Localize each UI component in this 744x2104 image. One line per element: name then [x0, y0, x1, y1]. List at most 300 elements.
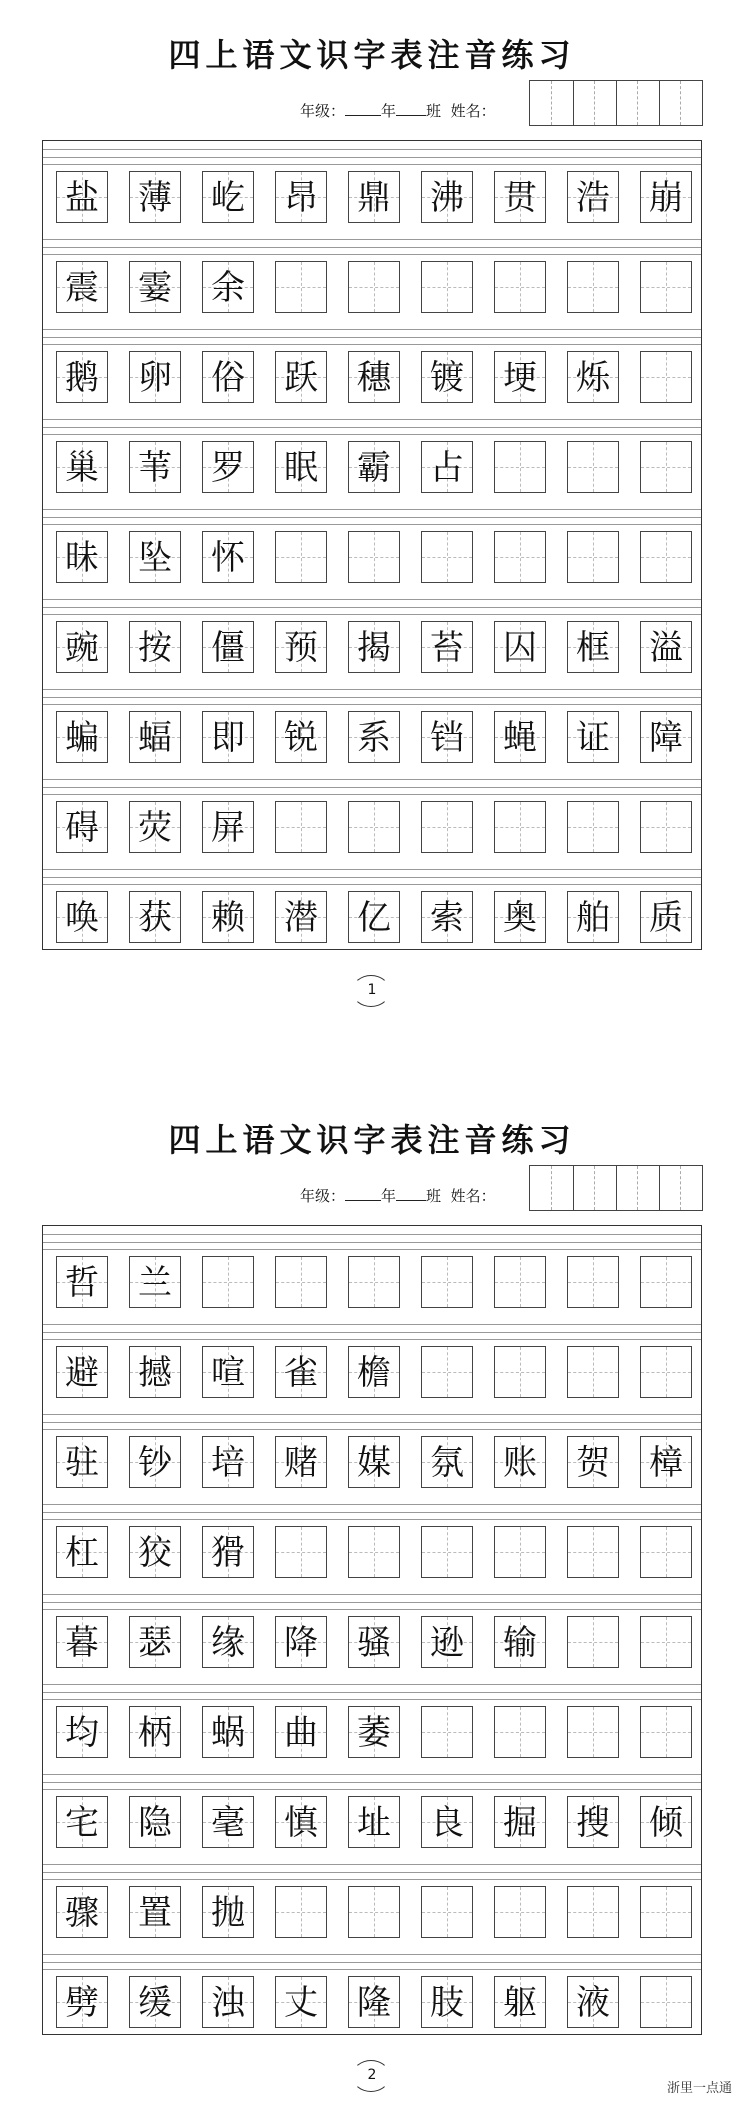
- hanzi-character: 质: [649, 898, 683, 938]
- character-row: [56, 441, 696, 501]
- hanzi-character: 劈: [65, 1983, 99, 2023]
- tianzige-cell[interactable]: [640, 441, 692, 493]
- tianzige-cell[interactable]: [348, 1706, 400, 1758]
- tianzige-cell[interactable]: [640, 1526, 692, 1578]
- hanzi-character: 逊: [430, 1623, 464, 1663]
- tianzige-cell[interactable]: [421, 1256, 473, 1308]
- tianzige-cell[interactable]: [494, 891, 546, 943]
- page-number-text: 2: [367, 2067, 377, 2083]
- tianzige-cell[interactable]: [202, 1526, 254, 1578]
- grade-label: 年级：: [300, 102, 346, 120]
- hanzi-character: 撼: [138, 1353, 172, 1393]
- tianzige-cell[interactable]: [129, 1616, 181, 1668]
- tianzige-cell[interactable]: [56, 621, 108, 673]
- hanzi-character: 薄: [138, 178, 172, 218]
- tianzige-cell[interactable]: [275, 621, 327, 673]
- tianzige-cell[interactable]: [567, 711, 619, 763]
- tianzige-cell[interactable]: [275, 711, 327, 763]
- tianzige-cell[interactable]: [567, 891, 619, 943]
- tianzige-cell[interactable]: [640, 1796, 692, 1848]
- tianzige-cell[interactable]: [640, 621, 692, 673]
- tianzige-cell[interactable]: [640, 351, 692, 403]
- tianzige-cell[interactable]: [56, 711, 108, 763]
- tianzige-cell[interactable]: [275, 1256, 327, 1308]
- tianzige-cell[interactable]: [494, 171, 546, 223]
- hanzi-character: 怀: [211, 538, 245, 578]
- hanzi-character: 障: [649, 718, 683, 758]
- hanzi-character: 瑟: [138, 1623, 172, 1663]
- tianzige-cell[interactable]: [275, 1976, 327, 2028]
- tianzige-cell[interactable]: [202, 621, 254, 673]
- tianzige-cell[interactable]: [494, 351, 546, 403]
- tianzige-cell[interactable]: [275, 351, 327, 403]
- hanzi-character: 荧: [138, 808, 172, 848]
- hanzi-character: 唤: [65, 898, 99, 938]
- hanzi-character: 檐: [357, 1353, 391, 1393]
- tianzige-cell[interactable]: [275, 1616, 327, 1668]
- hanzi-character: 骚: [357, 1623, 391, 1663]
- hanzi-character: 卵: [138, 358, 172, 398]
- tianzige-cell[interactable]: [421, 261, 473, 313]
- tianzige-cell[interactable]: [567, 1616, 619, 1668]
- tianzige-cell[interactable]: [129, 801, 181, 853]
- hanzi-character: 哲: [65, 1263, 99, 1303]
- hanzi-character: 宅: [65, 1803, 99, 1843]
- tianzige-cell[interactable]: [567, 1796, 619, 1848]
- tianzige-cell[interactable]: [640, 1256, 692, 1308]
- tianzige-cell[interactable]: [421, 1976, 473, 2028]
- hanzi-character: 揭: [357, 628, 391, 668]
- tianzige-cell[interactable]: [129, 621, 181, 673]
- hanzi-character: 贯: [503, 178, 537, 218]
- hanzi-character: 盐: [65, 178, 99, 218]
- character-row: [56, 261, 696, 321]
- tianzige-cell[interactable]: [56, 1526, 108, 1578]
- hanzi-character: 萎: [357, 1713, 391, 1753]
- tianzige-cell[interactable]: [275, 1526, 327, 1578]
- hanzi-character: 屹: [211, 178, 245, 218]
- tianzige-cell[interactable]: [421, 531, 473, 583]
- tianzige-cell[interactable]: [129, 1436, 181, 1488]
- hanzi-character: 锐: [284, 718, 318, 758]
- character-row: [56, 351, 696, 411]
- tianzige-cell[interactable]: [348, 261, 400, 313]
- tianzige-cell[interactable]: [202, 171, 254, 223]
- tianzige-cell[interactable]: [567, 171, 619, 223]
- tianzige-cell[interactable]: [348, 531, 400, 583]
- hanzi-character: 赌: [284, 1443, 318, 1483]
- tianzige-cell[interactable]: [275, 891, 327, 943]
- tianzige-cell[interactable]: [202, 441, 254, 493]
- tianzige-cell[interactable]: [56, 1976, 108, 2028]
- tianzige-cell[interactable]: [421, 1436, 473, 1488]
- tianzige-cell[interactable]: [567, 801, 619, 853]
- character-row: [56, 1346, 696, 1406]
- tianzige-cell[interactable]: [56, 1886, 108, 1938]
- tianzige-cell[interactable]: [421, 621, 473, 673]
- hanzi-character: 按: [138, 628, 172, 668]
- year-label: 年: [381, 1187, 397, 1205]
- tianzige-cell[interactable]: [640, 1616, 692, 1668]
- tianzige-cell[interactable]: [56, 171, 108, 223]
- hanzi-character: 眠: [284, 448, 318, 488]
- hanzi-character: 丈: [284, 1983, 318, 2023]
- tianzige-cell[interactable]: [567, 621, 619, 673]
- tianzige-cell[interactable]: [640, 171, 692, 223]
- hanzi-character: 址: [357, 1803, 391, 1843]
- hanzi-character: 缓: [138, 1983, 172, 2023]
- tianzige-cell[interactable]: [275, 1436, 327, 1488]
- hanzi-character: 蝙: [65, 718, 99, 758]
- hanzi-character: 曲: [284, 1713, 318, 1753]
- tianzige-cell[interactable]: [202, 1616, 254, 1668]
- hanzi-character: 掘: [503, 1803, 537, 1843]
- character-row: [56, 621, 696, 681]
- hanzi-character: 罗: [211, 448, 245, 488]
- hanzi-character: 昧: [65, 538, 99, 578]
- tianzige-cell[interactable]: [640, 531, 692, 583]
- tianzige-cell[interactable]: [348, 1796, 400, 1848]
- hanzi-character: 媒: [357, 1443, 391, 1483]
- hanzi-character: 置: [138, 1893, 172, 1933]
- hanzi-character: 框: [576, 628, 610, 668]
- tianzige-cell[interactable]: [421, 441, 473, 493]
- hanzi-character: 蝠: [138, 718, 172, 758]
- character-row: [56, 1976, 696, 2036]
- tianzige-cell[interactable]: [202, 1976, 254, 2028]
- hanzi-character: 液: [576, 1983, 610, 2023]
- tianzige-cell[interactable]: [421, 711, 473, 763]
- tianzige-cell[interactable]: [348, 1346, 400, 1398]
- tianzige-cell[interactable]: [567, 441, 619, 493]
- tianzige-cell[interactable]: [421, 1706, 473, 1758]
- character-row: [56, 1796, 696, 1856]
- tianzige-cell[interactable]: [202, 1886, 254, 1938]
- tianzige-cell[interactable]: [275, 261, 327, 313]
- tianzige-cell[interactable]: [348, 171, 400, 223]
- tianzige-cell[interactable]: [56, 261, 108, 313]
- hanzi-character: 贺: [576, 1443, 610, 1483]
- tianzige-cell[interactable]: [348, 1886, 400, 1938]
- tianzige-cell[interactable]: [129, 1346, 181, 1398]
- tianzige-cell[interactable]: [275, 1346, 327, 1398]
- hanzi-character: 柄: [138, 1713, 172, 1753]
- tianzige-cell[interactable]: [567, 1526, 619, 1578]
- name-label: 姓名：: [450, 102, 496, 120]
- tianzige-cell[interactable]: [56, 1616, 108, 1668]
- tianzige-cell[interactable]: [129, 261, 181, 313]
- tianzige-cell[interactable]: [202, 1706, 254, 1758]
- hanzi-character: 获: [138, 898, 172, 938]
- hanzi-character: 潜: [284, 898, 318, 938]
- tianzige-cell[interactable]: [56, 1256, 108, 1308]
- hanzi-character: 余: [211, 268, 245, 308]
- tianzige-cell[interactable]: [202, 801, 254, 853]
- hanzi-character: 均: [65, 1713, 99, 1753]
- tianzige-cell[interactable]: [567, 351, 619, 403]
- tianzige-cell[interactable]: [56, 1436, 108, 1488]
- tianzige-cell[interactable]: [640, 801, 692, 853]
- hanzi-character: 毫: [211, 1803, 245, 1843]
- tianzige-cell[interactable]: [494, 531, 546, 583]
- tianzige-cell[interactable]: [421, 171, 473, 223]
- tianzige-cell[interactable]: [56, 531, 108, 583]
- hanzi-character: 即: [211, 718, 245, 758]
- tianzige-cell[interactable]: [56, 1346, 108, 1398]
- hanzi-character: 埂: [503, 358, 537, 398]
- tianzige-cell[interactable]: [129, 891, 181, 943]
- tianzige-cell[interactable]: [494, 1256, 546, 1308]
- character-row: [56, 1616, 696, 1676]
- tianzige-cell[interactable]: [275, 441, 327, 493]
- hanzi-character: 搜: [576, 1803, 610, 1843]
- tianzige-cell[interactable]: [202, 531, 254, 583]
- name-writing-box[interactable]: [529, 80, 703, 126]
- hanzi-character: 巢: [65, 448, 99, 488]
- tianzige-cell[interactable]: [275, 1706, 327, 1758]
- tianzige-cell[interactable]: [129, 1256, 181, 1308]
- tianzige-cell[interactable]: [494, 261, 546, 313]
- hanzi-character: 预: [284, 628, 318, 668]
- tianzige-cell[interactable]: [494, 441, 546, 493]
- tianzige-cell[interactable]: [56, 351, 108, 403]
- hanzi-character: 系: [357, 718, 391, 758]
- name-label: 姓名：: [450, 1187, 496, 1205]
- tianzige-cell[interactable]: [567, 531, 619, 583]
- hanzi-character: 镀: [430, 358, 464, 398]
- tianzige-cell[interactable]: [567, 1436, 619, 1488]
- character-row: [56, 1436, 696, 1496]
- tianzige-cell[interactable]: [640, 1976, 692, 2028]
- watermark: 浙里一点通: [666, 2081, 732, 2096]
- page-number: [352, 975, 392, 1005]
- tianzige-cell[interactable]: [494, 1616, 546, 1668]
- tianzige-cell[interactable]: [202, 1796, 254, 1848]
- tianzige-cell[interactable]: [640, 261, 692, 313]
- hanzi-character: 喧: [211, 1353, 245, 1393]
- hanzi-character: 隆: [357, 1983, 391, 2023]
- character-row: [56, 1256, 696, 1316]
- tianzige-cell[interactable]: [56, 1706, 108, 1758]
- class-blank[interactable]: [396, 101, 426, 116]
- tianzige-cell[interactable]: [494, 1436, 546, 1488]
- hanzi-character: 穗: [357, 358, 391, 398]
- tianzige-cell[interactable]: [348, 1976, 400, 2028]
- tianzige-cell[interactable]: [275, 1886, 327, 1938]
- hanzi-character: 占: [430, 448, 464, 488]
- page-title: 四上语文识字表注音练习: [168, 36, 576, 74]
- tianzige-cell[interactable]: [640, 891, 692, 943]
- hanzi-character: 亿: [357, 898, 391, 938]
- hanzi-character: 猾: [211, 1533, 245, 1573]
- character-row: [56, 531, 696, 591]
- tianzige-cell[interactable]: [494, 1346, 546, 1398]
- class-label: 班: [426, 102, 442, 120]
- character-row: [56, 891, 696, 951]
- class-label: 班: [426, 1187, 442, 1205]
- tianzige-cell[interactable]: [494, 1796, 546, 1848]
- tianzige-cell[interactable]: [348, 351, 400, 403]
- hanzi-character: 证: [576, 718, 610, 758]
- tianzige-cell[interactable]: [494, 1706, 546, 1758]
- tianzige-cell[interactable]: [640, 1706, 692, 1758]
- tianzige-cell[interactable]: [202, 1256, 254, 1308]
- hanzi-character: 屏: [211, 808, 245, 848]
- tianzige-cell[interactable]: [129, 1886, 181, 1938]
- tianzige-cell[interactable]: [421, 1346, 473, 1398]
- tianzige-cell[interactable]: [56, 801, 108, 853]
- tianzige-cell[interactable]: [129, 1706, 181, 1758]
- hanzi-character: 蜗: [211, 1713, 245, 1753]
- hanzi-character: 昂: [284, 178, 318, 218]
- tianzige-cell[interactable]: [348, 801, 400, 853]
- hanzi-character: 良: [430, 1803, 464, 1843]
- tianzige-cell[interactable]: [56, 1796, 108, 1848]
- hanzi-character: 赖: [211, 898, 245, 938]
- tianzige-cell[interactable]: [348, 1616, 400, 1668]
- grade-label: 年级：: [300, 1187, 346, 1205]
- hanzi-character: 暮: [65, 1623, 99, 1663]
- tianzige-cell[interactable]: [56, 891, 108, 943]
- tianzige-cell[interactable]: [640, 1436, 692, 1488]
- tianzige-cell[interactable]: [567, 1346, 619, 1398]
- tianzige-cell[interactable]: [129, 171, 181, 223]
- tianzige-cell[interactable]: [421, 1796, 473, 1848]
- tianzige-cell[interactable]: [494, 1526, 546, 1578]
- tianzige-cell[interactable]: [56, 441, 108, 493]
- tianzige-cell[interactable]: [275, 171, 327, 223]
- tianzige-cell[interactable]: [348, 891, 400, 943]
- character-row: [56, 171, 696, 231]
- tianzige-cell[interactable]: [348, 441, 400, 493]
- tianzige-cell[interactable]: [494, 1976, 546, 2028]
- tianzige-cell[interactable]: [421, 1616, 473, 1668]
- tianzige-cell[interactable]: [202, 1346, 254, 1398]
- page-number-text: 1: [367, 982, 377, 998]
- grade-blank[interactable]: [345, 101, 381, 116]
- tianzige-cell[interactable]: [567, 1706, 619, 1758]
- hanzi-character: 慎: [284, 1803, 318, 1843]
- hanzi-character: 震: [65, 268, 99, 308]
- tianzige-cell[interactable]: [421, 1886, 473, 1938]
- tianzige-cell[interactable]: [494, 621, 546, 673]
- tianzige-cell[interactable]: [494, 801, 546, 853]
- character-row: [56, 1526, 696, 1586]
- tianzige-cell[interactable]: [421, 801, 473, 853]
- hanzi-character: 抛: [211, 1893, 245, 1933]
- tianzige-cell[interactable]: [421, 351, 473, 403]
- tianzige-cell[interactable]: [348, 1436, 400, 1488]
- character-row: [56, 1706, 696, 1766]
- tianzige-cell[interactable]: [129, 711, 181, 763]
- hanzi-character: 奥: [503, 898, 537, 938]
- hanzi-character: 豌: [65, 628, 99, 668]
- character-row: [56, 801, 696, 861]
- hanzi-character: 培: [211, 1443, 245, 1483]
- hanzi-character: 舶: [576, 898, 610, 938]
- tianzige-cell[interactable]: [640, 1886, 692, 1938]
- hanzi-character: 氛: [430, 1443, 464, 1483]
- hanzi-character: 肢: [430, 1983, 464, 2023]
- hanzi-character: 坠: [138, 538, 172, 578]
- grade-blank[interactable]: [345, 1186, 381, 1201]
- tianzige-cell[interactable]: [494, 711, 546, 763]
- hanzi-character: 跃: [284, 358, 318, 398]
- worksheet-page: [0, 0, 744, 1000]
- tianzige-cell[interactable]: [348, 621, 400, 673]
- tianzige-cell[interactable]: [129, 1976, 181, 2028]
- worksheet-page: [0, 1085, 744, 2085]
- hanzi-character: 樟: [649, 1443, 683, 1483]
- tianzige-cell[interactable]: [202, 351, 254, 403]
- tianzige-cell[interactable]: [348, 1256, 400, 1308]
- hanzi-character: 铛: [430, 718, 464, 758]
- tianzige-cell[interactable]: [202, 261, 254, 313]
- hanzi-character: 驻: [65, 1443, 99, 1483]
- hanzi-character: 索: [430, 898, 464, 938]
- hanzi-character: 僵: [211, 628, 245, 668]
- character-grid: [42, 140, 702, 950]
- tianzige-cell[interactable]: [494, 1886, 546, 1938]
- tianzige-cell[interactable]: [129, 1526, 181, 1578]
- hanzi-character: 囚: [503, 628, 537, 668]
- year-label: 年: [381, 102, 397, 120]
- tianzige-cell[interactable]: [129, 531, 181, 583]
- hanzi-character: 降: [284, 1623, 318, 1663]
- tianzige-cell[interactable]: [202, 711, 254, 763]
- tianzige-cell[interactable]: [640, 711, 692, 763]
- tianzige-cell[interactable]: [640, 1346, 692, 1398]
- hanzi-character: 输: [503, 1623, 537, 1663]
- tianzige-cell[interactable]: [129, 441, 181, 493]
- tianzige-cell[interactable]: [275, 801, 327, 853]
- hanzi-character: 浊: [211, 1983, 245, 2023]
- hanzi-character: 崩: [649, 178, 683, 218]
- tianzige-cell[interactable]: [129, 1796, 181, 1848]
- tianzige-cell[interactable]: [202, 891, 254, 943]
- tianzige-cell[interactable]: [275, 1796, 327, 1848]
- hanzi-character: 骤: [65, 1893, 99, 1933]
- hanzi-character: 钞: [138, 1443, 172, 1483]
- tianzige-cell[interactable]: [421, 1526, 473, 1578]
- tianzige-cell[interactable]: [421, 891, 473, 943]
- hanzi-character: 苇: [138, 448, 172, 488]
- hanzi-character: 狡: [138, 1533, 172, 1573]
- hanzi-character: 雀: [284, 1353, 318, 1393]
- page-number: [352, 2060, 392, 2090]
- tianzige-cell[interactable]: [348, 1526, 400, 1578]
- character-row: [56, 1886, 696, 1946]
- page-title: 四上语文识字表注音练习: [168, 1121, 576, 1159]
- hanzi-character: 沸: [430, 178, 464, 218]
- name-writing-box[interactable]: [529, 1165, 703, 1211]
- hanzi-character: 倾: [649, 1803, 683, 1843]
- class-blank[interactable]: [396, 1186, 426, 1201]
- character-grid: [42, 1225, 702, 2035]
- tianzige-cell[interactable]: [129, 351, 181, 403]
- tianzige-cell[interactable]: [348, 711, 400, 763]
- tianzige-cell[interactable]: [567, 1886, 619, 1938]
- hanzi-character: 账: [503, 1443, 537, 1483]
- hanzi-character: 鼎: [357, 178, 391, 218]
- tianzige-cell[interactable]: [202, 1436, 254, 1488]
- hanzi-character: 隐: [138, 1803, 172, 1843]
- tianzige-cell[interactable]: [567, 261, 619, 313]
- tianzige-cell[interactable]: [275, 531, 327, 583]
- tianzige-cell[interactable]: [567, 1256, 619, 1308]
- tianzige-cell[interactable]: [567, 1976, 619, 2028]
- hanzi-character: 兰: [138, 1263, 172, 1303]
